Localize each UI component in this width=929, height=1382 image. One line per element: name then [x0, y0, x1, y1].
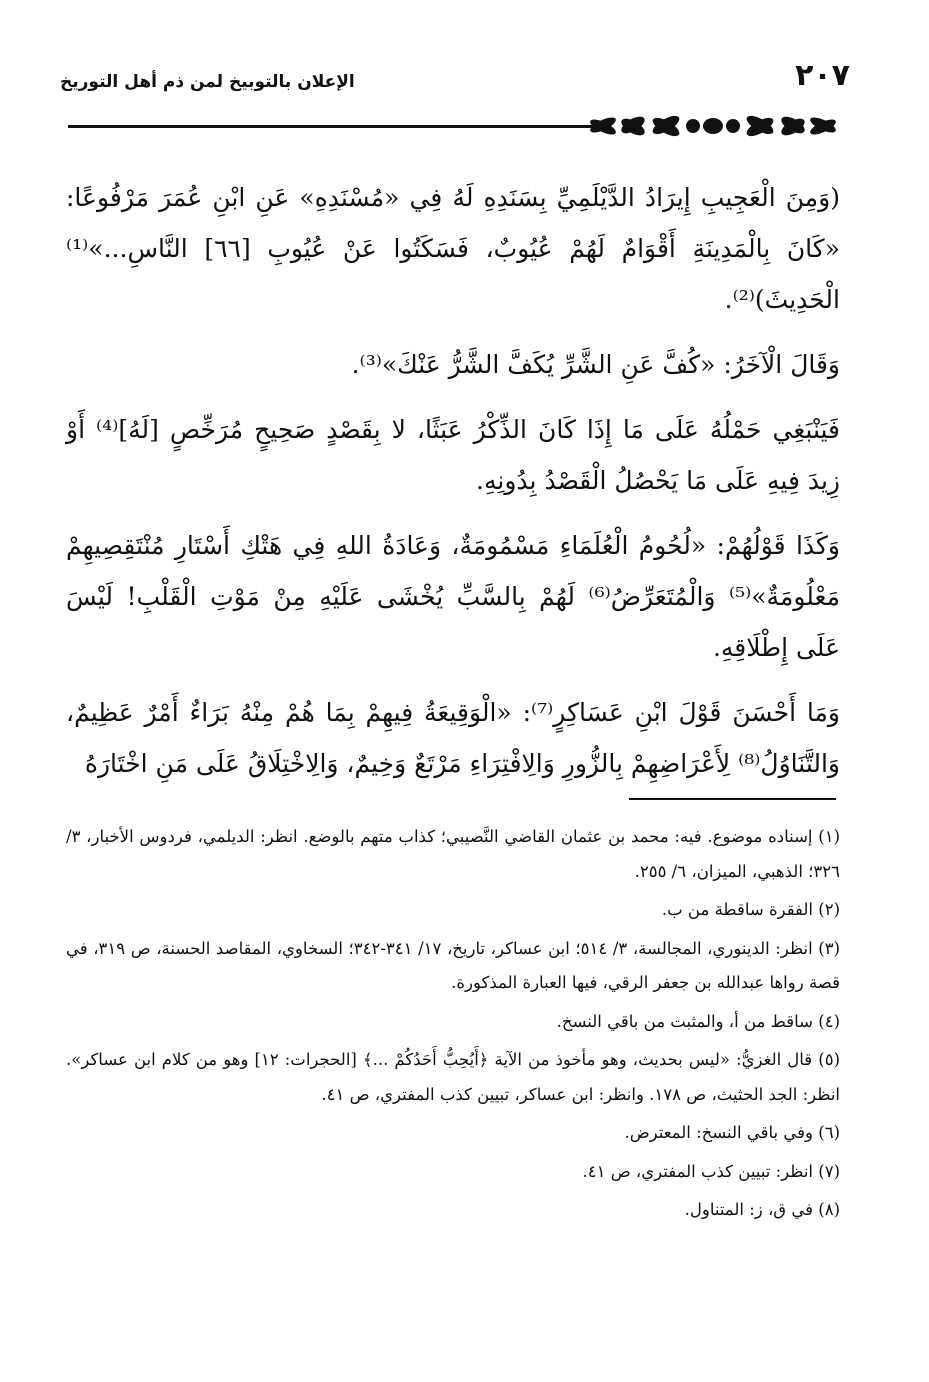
- page-header: [60, 58, 850, 100]
- paragraph: وَكَذَا قَوْلُهُمْ: «لُحُومُ الْعُلَمَاءِ مَسْمُومَةٌ، وَعَادَةُ اللهِ فِي هَتْكِ أَسْتَارِ مُنْتَقِصِيهِمْ مَعْلُومَةٌ»⁽⁵⁾ وَالْمُتَعَرِّضُ⁽⁶⁾ لَهُمْ بِالسَّبِّ يُخْشَى عَلَيْهِ مِنْ مَوْتِ الْقَلْبِ! لَيْسَ عَلَى إِطْلَاقِهِ.: [66, 531, 840, 662]
- footnote: (٨) في ق، ز: المتناول.: [684, 1200, 840, 1219]
- floral-ornament-icon: [588, 106, 838, 144]
- header-ornament: [68, 106, 838, 144]
- footnote: (٦) وفي باقي النسخ: المعترض.: [624, 1123, 840, 1142]
- footnote: (٧) انظر: تبيين كذب المفتري، ص ٤١.: [582, 1161, 840, 1181]
- main-text: [66, 172, 840, 803]
- header-rule: [68, 125, 598, 128]
- paragraph: وَمَا أَحْسَنَ قَوْلَ ابْنِ عَسَاكِرٍ⁽⁷⁾: «الْوَقِيعَةُ فِيهِمْ بِمَا هُمْ مِنْهُ بَرَاءٌ أَمْرٌ عَظِيمٌ، وَالتَّنَاوُلُ⁽⁸⁾ لِأَعْرَاضِهِمْ بِالزُّورِ وَالِافْتِرَاءِ مَرْتَعٌ وَخِيمٌ، وَالِاخْتِلَاقُ عَلَى مَنِ اخْتَارَهُ: [66, 698, 840, 778]
- paragraph: وَقَالَ الْآخَرُ: «كُفَّ عَنِ الشَّرِّ يُكَفَّ الشَّرُّ عَنْكَ»⁽³⁾.: [351, 350, 840, 379]
- footnote: (٣) انظر: الدينوري، المجالسة، ٣/ ٥١٤؛ ابن عساكر، تاريخ، ١٧/ ٣٤١-٣٤٢؛ السخاوي، المقاصد الحسنة، ص ٣١٩، في قصة رواها عبدالله بن جعفر الرقي، فيها العبارة المذكورة.: [66, 938, 841, 992]
- paragraph: فَيَنْبَغِي حَمْلُهُ عَلَى مَا إِذَا كَانَ الذِّكْرُ عَبَثًا، لا بِقَصْدٍ صَحِيحٍ مُرَخِّصٍ [لَهُ]⁽⁴⁾ أَوْ زِيدَ فِيهِ عَلَى مَا يَحْصُلُ الْقَصْدُ بِدُونِهِ.: [66, 415, 840, 495]
- footnote: (٥) قال الغزيُّ: «ليس بحديث، وهو مأخوذ من الآية ﴿أَيُحِبُّ أَحَدُكُمْ ...﴾ [الحجرات: ١٢] وهو من كلام ابن عساكر». انظر: الجد الحثيث، ص ١٧٨. وانظر: ابن عساكر، تبيين كذب المفتري، ص ٤١.: [66, 1050, 840, 1104]
- footnote-separator: [629, 798, 836, 800]
- page-number: ٢٠٧: [795, 58, 850, 93]
- footnote: (٢) الفقرة ساقطة من ب.: [661, 900, 840, 919]
- footnote: (١) إسناده موضوع. فيه: محمد بن عثمان القاضي النَّصيبي؛ كذاب متهم بالوضع. انظر: الديلمي، فردوس الأخبار، ٣/ ٣٢٦؛ الذهبي، الميزان، ٦/ ٢٥٥.: [66, 827, 840, 881]
- paragraph: (وَمِنَ الْعَجِيبِ إِيرَادُ الدَّيْلَمِيِّ بِسَنَدِهِ لَهُ فِي «مُسْنَدِهِ» عَنِ ابْنِ عُمَرَ مَرْفُوعًا: «كَانَ بِالْمَدِينَةِ أَقْوَامٌ لَهُمْ عُيُوبٌ، فَسَكَتُوا عَنْ عُيُوبِ [٦٦] النَّاسِ...»⁽¹⁾ الْحَدِيثَ)⁽²⁾.: [66, 183, 841, 314]
- running-title: الإعلان بالتوبيخ لمن ذم أهل التوريخ: [60, 72, 355, 92]
- footnotes: [66, 820, 840, 1232]
- footnote: (٤) ساقط من أ، والمثبت من باقي النسخ.: [556, 1011, 840, 1031]
